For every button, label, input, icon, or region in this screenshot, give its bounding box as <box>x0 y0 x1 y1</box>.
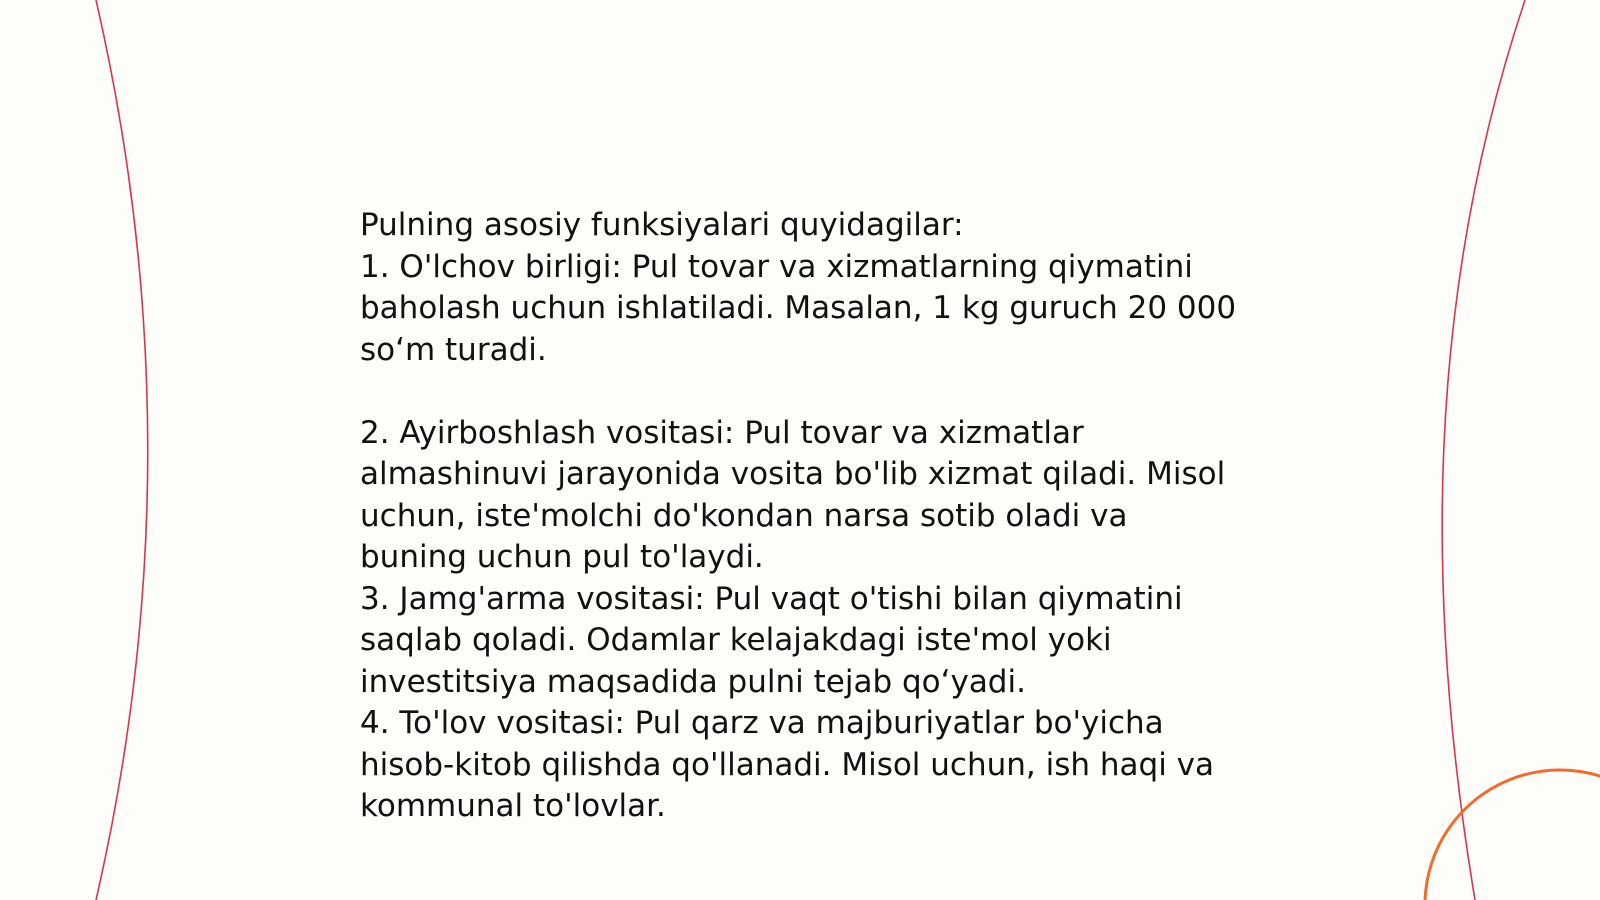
list-item-exchange: 2. Ayirboshlash vositasi: Pul tovar va xizmatlar almashinuvi jarayonida vosita bo'lib xizmat qiladi. Misol uchun, iste'molchi do'kondan narsa sotib oladi va buning uchun pul to'laydi. <box>360 414 1226 575</box>
list-item-payment: 4. To'lov vositasi: Pul qarz va majburiyatlar bo'yicha hisob-kitob qilishda qo'llanadi. Misol uchun, ish haqi va kommunal to'lovlar. <box>360 705 1215 824</box>
orange-accent-circle <box>1425 770 1600 900</box>
right-border-curve <box>1442 0 1525 900</box>
list-item-savings: 3. Jamg'arma vositasi: Pul vaqt o'tishi bilan qiymatini saqlab qoladi. Odamlar kelajakdagi iste'mol yoki investitsiya maqsadida pulni tejab qo‘yadi. <box>360 580 1183 700</box>
intro-line: Pulning asosiy funksiyalari quyidagilar: <box>360 207 964 243</box>
body-text <box>360 205 1240 828</box>
list-item-measure: 1. O'lchov birligi: Pul tovar va xizmatlarning qiymatini baholash uchun ishlatiladi. Masalan, 1 kg guruch 20 000 so‘m turadi. <box>360 248 1237 368</box>
left-border-curve <box>96 0 148 900</box>
